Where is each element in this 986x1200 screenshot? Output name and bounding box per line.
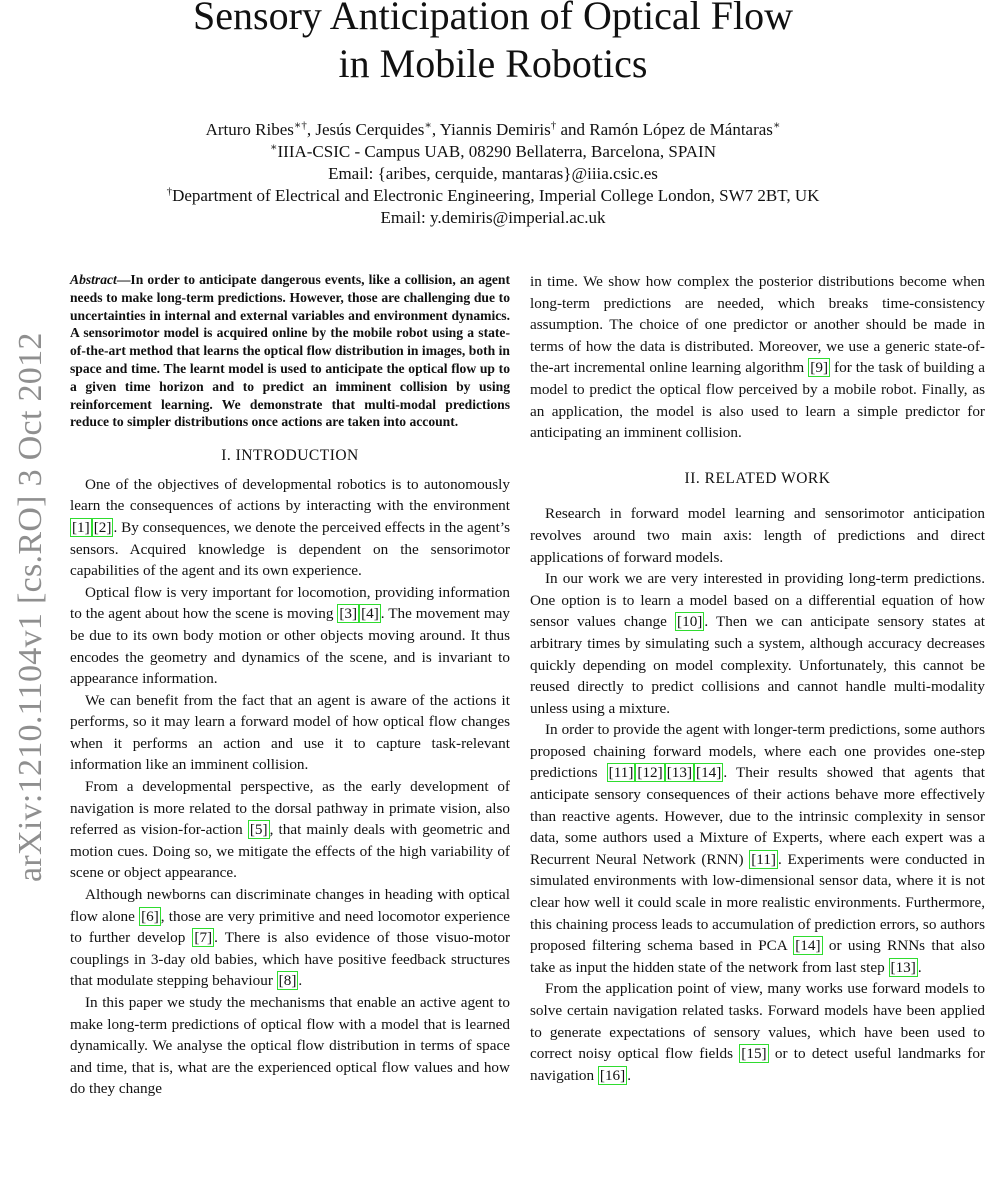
right-column [530,271,985,1086]
paragraph-text: One of the objectives of developmental robotics is to autonomously learn the consequences of actions by interacting with the environment [70,475,510,515]
section-heading-related-work: II. RELATED WORK [684,469,831,487]
affiliation-mark: ∗ [270,141,278,154]
citation-link[interactable]: [3] [339,605,358,623]
citation-link[interactable]: [12] [637,764,663,782]
paragraph [530,978,985,1086]
paragraph [70,884,510,992]
citation-link[interactable]: [6] [141,907,159,925]
citation-link[interactable]: [11] [751,850,776,868]
citation-link[interactable]: [4] [361,605,379,623]
paragraph-text: In order to provide the agent with longer-term predictions, some authors proposed chaining forward models, where each one provides one-step predictions [530,721,985,782]
paragraph-text: . Then we can anticipate sensory states at arbitrary times by simulating such a system, although accuracy decreases quickly depending on model complexity. Unfortunately, this cannot be reused directly to predict collisions and cannot handle multi-modality unless using a mixture. [530,613,985,717]
citation-link[interactable]: [14] [795,937,821,955]
paragraph [70,474,510,582]
citation-link[interactable]: [2] [93,518,112,536]
paragraph: We can benefit from the fact that an agent is aware of the actions it performs, so it may learn a forward model of how optical flow changes when it performs an action and use it to capture task-relevant information like an imminent collision. [70,691,510,774]
author-name: Arturo Ribes [205,120,294,139]
paragraph-text: Although newborns can discriminate changes in heading with optical flow alone [70,886,510,925]
citation-link[interactable]: [16] [599,1066,626,1084]
citation-link[interactable]: [5] [249,821,268,839]
affiliation-text: Department of Electrical and Electronic Engineering, Imperial College London, SW7 2BT, UK [172,186,820,205]
author-mark: † [550,119,557,132]
affiliation-2 [0,185,986,207]
paragraph-text: . The movement may be due to its own body motion or other objects moving around. It thus encodes the geometry and dynamics of the scene, and is invariant to appearance information. [70,605,510,688]
paragraph-text: or using RNNs that also take as input the hidden state of the network from last step [530,937,985,976]
paragraph-text: From the application point of view, many works use forward models to solve certain navigation related tasks. Forward models have been applied to generate expectations of sensory values, which have been used to correct noisy optical flow fields [530,980,985,1063]
author-separator: and [556,120,590,139]
paragraph-text: , those are very primitive and need locomotor experience to further develop [70,907,510,947]
section-heading-introduction: I. INTRODUCTION [221,447,359,465]
author-block [0,119,986,229]
title-line-1: Sensory Anticipation of Optical Flow [193,0,793,38]
abstract-label: Abstract [70,272,117,287]
author-mark: ∗ [772,119,781,132]
paragraph [70,582,510,690]
paragraph [530,568,985,719]
paragraph-text: . There is also evidence of those visuo-motor couplings in 3-day old babies, which have positive feedback structures that modulate stepping behaviour [70,929,510,990]
paragraph-text: or to detect useful landmarks for navigation [530,1045,985,1084]
paragraph [530,271,985,444]
author-mark: ∗ [424,119,432,132]
abstract-text: —In order to anticipate dangerous events, like a collision, an agent needs to make long-term predictions. However, those are challenging due to uncertainties in internal and external variables and environment dynamics. A sensorimotor model is acquired online by the mobile robot using a state-of-the-art method that learns the optical flow distribution in images, both in space and time. The learnt model is used to anticipate the optical flow up to a given time horizon and to predict an imminent collision by using reinforcement learning. We demonstrate that multi-modal predictions reduce to simpler distributions once actions are taken into account. [70,272,510,430]
arxiv-stamp: arXiv:1210.1104v1 [cs.RO] 3 Oct 2012 [12,332,49,882]
citation-link[interactable]: [9] [810,359,829,377]
author-separator: , [431,120,440,139]
author-name: Ramón López de Mántaras [589,120,773,139]
paragraph-text: . Experiments were conducted in simulated environments with low-dimensional sensor data, where it is not clear how well it could scale in more realistic environments. Furthermore, this chaining process leads to accumulation of prediction errors, so authors proposed filtering schema based in PCA [530,850,985,955]
author-name: Jesús Cerquides [315,120,425,139]
citation-link[interactable]: [15] [741,1045,767,1063]
paper-title [0,0,986,88]
title-line-2: in Mobile Robotics [338,41,648,86]
citation-link[interactable]: [13] [890,958,916,976]
author-name: Yiannis Demiris [439,120,551,139]
paragraph-text: , that mainly deals with geometric and motion cues. Doing so, we mitigate the effects of the high variability of scene or object appearance. [70,821,510,882]
author-mark: ∗† [293,119,307,132]
citation-link[interactable]: [13] [666,764,693,782]
citation-link[interactable]: [1] [72,518,90,536]
affiliation-mark: † [166,185,173,198]
affiliation-text: IIIA-CSIC - Campus UAB, 08290 Bellaterra, Barcelona, SPAIN [277,142,716,161]
paragraph-text: for the task of building a model to predict the optical flow perceived by a mobile robot. Finally, as an application, the model is also used to learn a simple predictor for anticipating an imminent collision. [530,359,986,442]
abstract [70,271,510,431]
paragraph-text: . [627,1066,632,1084]
citation-link[interactable]: [8] [278,972,297,990]
email-2: Email: y.demiris@imperial.ac.uk [380,208,606,227]
paragraph-text: . [917,958,922,976]
paragraph-text: . Their results showed that agents that anticipate sensory consequences of their actions behave more effectively than reactive agents. However, due to the intrinsic complexity in sensor data, some authors used a Mixture of Experts, where each expert was a Recurrent Neural Network (RNN) [530,764,986,868]
citation-link[interactable]: [7] [194,929,213,947]
citation-link[interactable]: [10] [677,613,703,631]
paragraph-text: From a developmental perspective, as the early development of navigation is more related to the dorsal pathway in primate vision, also referred as vision-for-action [70,778,510,839]
paragraph [70,776,510,884]
affiliation-1 [0,141,986,163]
left-column [70,271,510,1100]
paragraph-text: . By consequences, we denote the perceived effects in the agent’s sensors. Acquired knowledge is dependent on the sensorimotor capabilities of the agent and its own experience. [70,518,510,580]
paragraph: Research in forward model learning and sensorimotor anticipation revolves around two main axis: length of predictions and direct applications of forward models. [530,505,985,566]
email-1: Email: {aribes, cerquide, mantaras}@iiia.csic.es [328,164,658,183]
paragraph: In this paper we study the mechanisms that enable an active agent to make long-term predictions of optical flow with a model that is learned dynamically. We analyse the optical flow distribution in terms of space and time, that is, what are the experienced optical flow values and how do they change [70,994,510,1098]
citation-link[interactable]: [11] [608,764,634,782]
author-separator: , [306,120,316,139]
paragraph-text: In our work we are very interested in providing long-term predictions. One option is to learn a model based on a differential equation of how sensor values change [530,570,985,631]
author-list [0,119,986,141]
paragraph [530,719,985,978]
paragraph-text: in time. We show how complex the posterior distributions become when long-term predictions are needed, which breaks time-consistency assumption. The choice of one predictor or another should be made in terms of how the data is distributed. Moreover, we use a generic state-of-the-art incremental online learning algorithm [530,273,985,377]
paragraph-text: . [298,972,303,990]
citation-link[interactable]: [14] [696,764,722,782]
paragraph-text: Optical flow is very important for locomotion, providing information to the agent about how the scene is moving [70,583,510,623]
